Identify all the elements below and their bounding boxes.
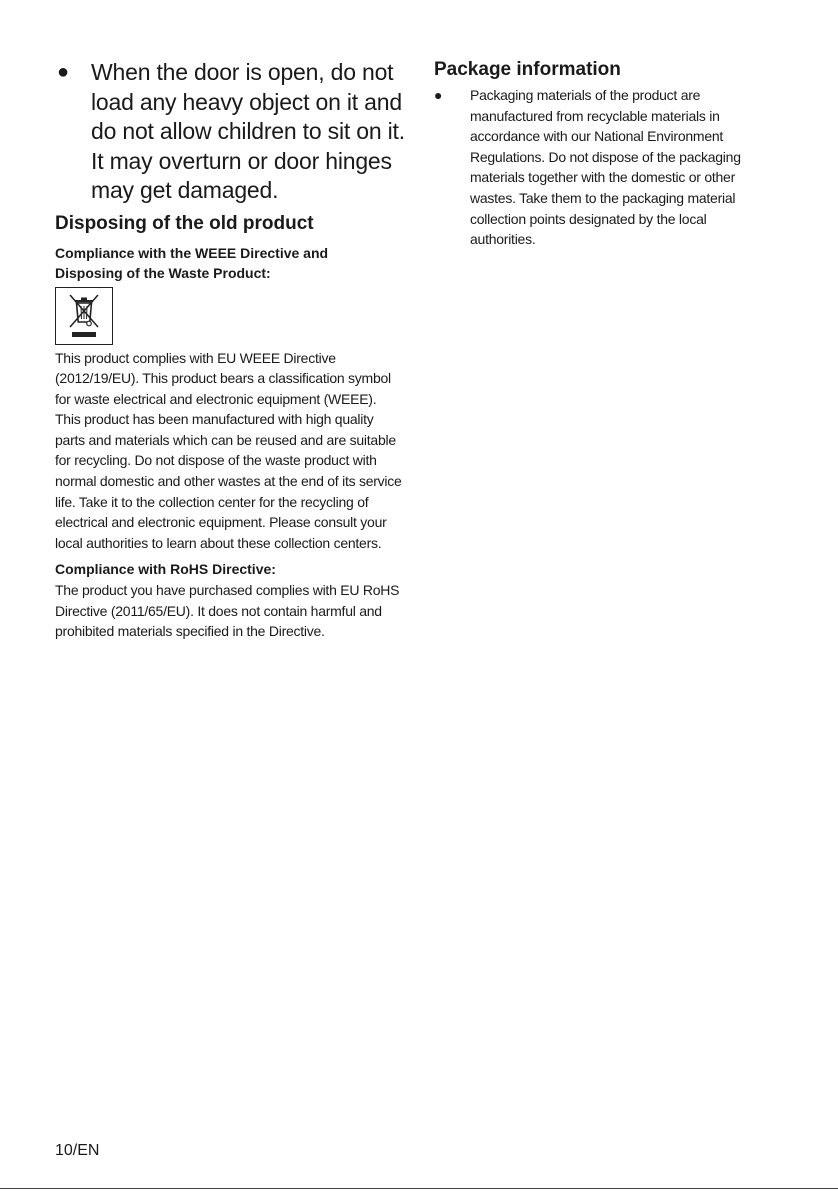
weee-paragraph-2: This product has been manufactured with high quality parts and materials which can be reused and are suitable for recycling. Do not dispose of the waste product with normal domestic and other wastes at the end of its service life. Take it to the collection center for the recycling of electrical and electronic equipment. Please consult your local authorities to learn about these collection centers. — [55, 411, 402, 551]
weee-symbol-box — [55, 287, 113, 345]
package-info-text: Packaging materials of the product are manufactured from recyclable materials in accordance with our National Environment Regulations. Do not dispose of the packaging materials together with the domestic or other wastes. Take them to the packaging material collection points designated by the local authorities. — [470, 87, 741, 248]
package-info-bullet — [434, 85, 764, 250]
bottom-divider — [0, 1188, 838, 1189]
weee-subheading-line2: Disposing of the Waste Product: — [55, 265, 271, 281]
left-column — [55, 58, 407, 642]
weee-paragraph-1: This product complies with EU WEEE Directive (2012/19/EU). This product bears a classification symbol for waste electrical and electronic equipment (WEEE). — [55, 349, 391, 407]
crossed-out-wheelie-bin-icon — [56, 288, 112, 344]
door-warning-text: When the door is open, do not load any heavy object on it and do not allow children to sit on it. It may overturn or door hinges may get damaged. — [91, 59, 405, 203]
right-column — [434, 58, 764, 250]
weee-subheading — [55, 243, 407, 284]
weee-subheading-line1: Compliance with the WEEE Directive and — [55, 244, 329, 261]
bullet-dot: ● — [434, 87, 443, 103]
disposal-heading: Disposing of the old product — [55, 212, 314, 234]
page-number: 10/EN — [55, 1142, 100, 1159]
rohs-subheading: Compliance with RoHS Directive: — [55, 561, 276, 578]
rohs-paragraph: The product you have purchased complies with EU RoHS Directive (2011/65/EU). It does not contain harmful and prohibited materials specified in the Directive. — [55, 581, 400, 640]
door-warning-bullet — [55, 58, 407, 206]
package-info-heading: Package information — [434, 59, 621, 80]
bullet-dot: ● — [57, 61, 69, 83]
